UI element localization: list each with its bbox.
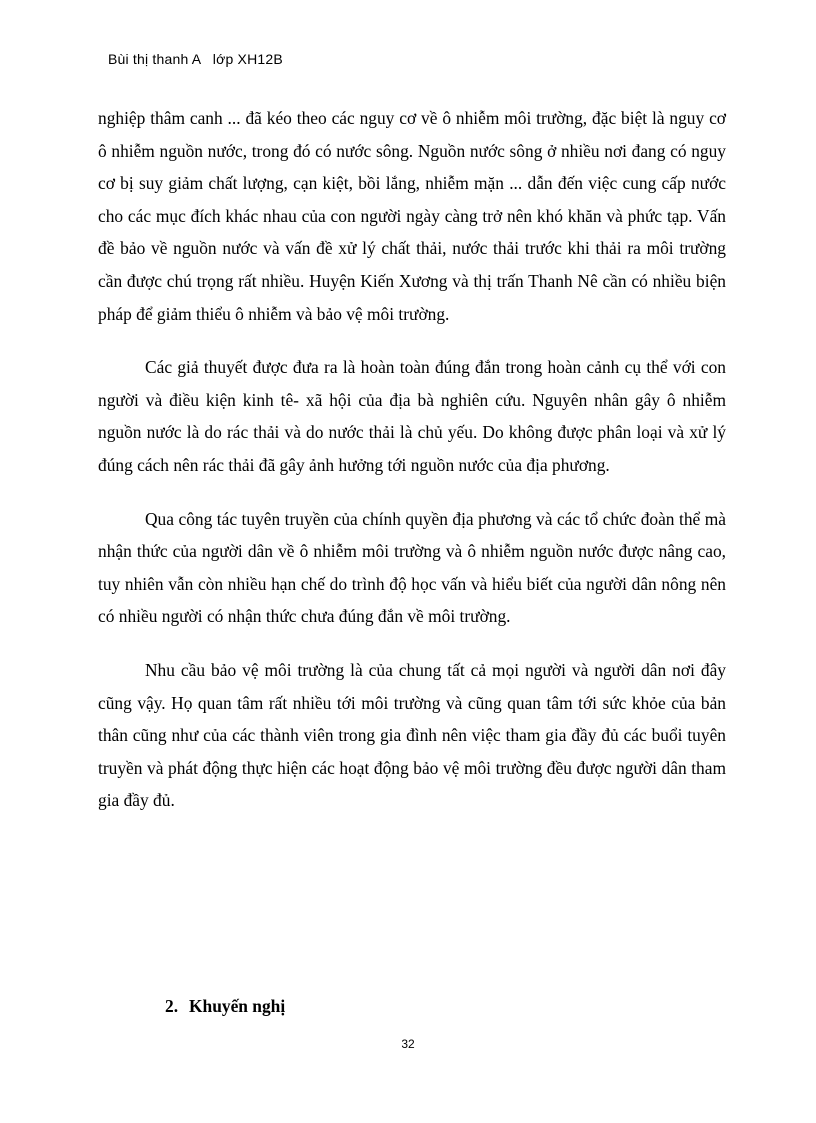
page-number: 32 xyxy=(401,1037,415,1051)
page-header: Bùi thị thanh A lớp XH12B xyxy=(108,51,283,67)
paragraph-3: Qua công tác tuyên truyền của chính quyền địa phương và các tổ chức đoàn thể mà nhận thức của người dân về ô nhiễm môi trường và ô nhiễm nguồn nước được nâng cao, tuy nhiên vẫn còn nhiều hạn chế do trình độ học vấn và hiểu biết của người dân nông nên có nhiều người có nhận thức chưa đúng đắn về môi trường. xyxy=(98,508,726,627)
paragraph-2: Các giả thuyết được đưa ra là hoàn toàn đúng đắn trong hoàn cảnh cụ thể với con người và điều kiện kinh tê- xã hội của địa bà nghiên cứu. Nguyên nhân gây ô nhiễm nguồn nước là do rác thải và do nước thải là chủ yếu. Do không được phân loại và xử lý đúng cách nên rác thải đã gây ảnh hưởng tới nguồn nước của địa phương. xyxy=(98,357,726,475)
paragraph-1: nghiệp thâm canh ... đã kéo theo các nguy cơ về ô nhiễm môi trường, đặc biệt là nguy cơ ô nhiễm nguồn nước, trong đó có nước sông. Nguồn nước sông ở nhiều nơi đang có nguy cơ bị suy giảm chất lượng, cạn kiệt, bồi lắng, nhiễm mặn ... dẫn đến việc cung cấp nước cho các mục đích khác nhau của con người ngày càng trở nên khó khăn và phức tạp. Vấn đề bảo về nguồn nước và vấn đề xử lý chất thải, nước thải trước khi thải ra môi trường cần được chú trọng rất nhiều. Huyện Kiến Xương và thị trấn Thanh Nê cần có nhiều biện pháp để giảm thiểu ô nhiễm và bảo vệ môi trường. xyxy=(98,108,726,324)
section-title: Khuyến nghị xyxy=(189,996,286,1016)
document-body xyxy=(98,102,726,838)
section-number: 2. xyxy=(165,996,179,1016)
paragraph-4: Nhu cầu bảo vệ môi trường là của chung tất cả mọi người và người dân nơi đây cũng vậy. Họ quan tâm rất nhiều tới môi trường và cũng quan tâm tới sức khỏe của bản thân cũng như của các thành viên trong gia đình nên việc tham gia đầy đủ các buổi tuyên truyền và phát động thực hiện các hoạt động bảo vệ môi trường đều được người dân tham gia đầy đủ. xyxy=(98,659,726,811)
section-heading xyxy=(165,996,285,1017)
